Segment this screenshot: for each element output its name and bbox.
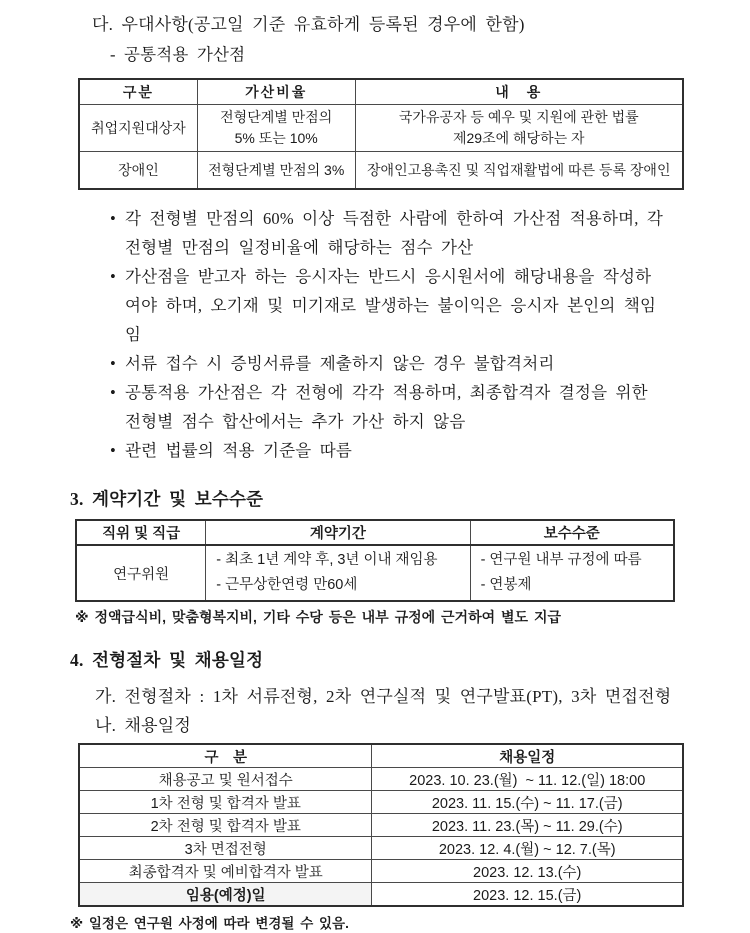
table-row bbox=[79, 105, 683, 152]
contract-header-position: 직위 및 직급 bbox=[76, 520, 206, 545]
schedule-dates-appointment: 2023. 12. 15.(금) bbox=[372, 883, 683, 907]
bullet-icon: • bbox=[110, 267, 116, 286]
schedule-stage-appointment: 임용(예정)일 bbox=[79, 883, 372, 907]
bonus-desc-lines bbox=[360, 107, 678, 149]
contract-period bbox=[206, 545, 470, 601]
table-row bbox=[76, 545, 674, 601]
bonus-desc-line-1: 국가유공자 등 예우 및 지원에 관한 법률 bbox=[398, 109, 639, 125]
table-row bbox=[79, 837, 683, 860]
contract-pay-line-2: - 연봉제 bbox=[480, 577, 532, 593]
bonus-ratio-line-1: 전형단계별 만점의 bbox=[220, 109, 333, 125]
table-row bbox=[79, 860, 683, 883]
schedule-dates-final: 2023. 12. 13.(수) bbox=[372, 860, 683, 883]
preferential-title: 다. 우대사항(공고일 기준 유효하게 등록된 경우에 한함) bbox=[92, 15, 525, 34]
bonus-category-employment-support: 취업지원대상자 bbox=[79, 105, 197, 152]
list-item bbox=[110, 349, 666, 378]
contract-period-line-2: - 근무상한연령 만60세 bbox=[216, 577, 358, 593]
schedule-stage-round3: 3차 면접전형 bbox=[79, 837, 372, 860]
bonus-ratio-employment-support bbox=[197, 105, 355, 152]
bullet-icon: • bbox=[110, 383, 116, 402]
schedule-stage-round1: 1차 전형 및 합격자 발표 bbox=[79, 791, 372, 814]
preferential-subtitle: - 공통적용 가산점 bbox=[110, 45, 246, 64]
schedule-stage-final: 최종합격자 및 예비합격자 발표 bbox=[79, 860, 372, 883]
bullet-text: 가산점을 받고자 하는 응시자는 반드시 응시원서에 해당내용을 작성하여야 하며, 오기재 및 미기재로 발생하는 불이익은 응시자 본인의 책임임 bbox=[125, 267, 657, 344]
table-row bbox=[79, 883, 683, 907]
list-item bbox=[110, 378, 666, 436]
contract-period-lines bbox=[210, 548, 465, 598]
list-item bbox=[110, 262, 666, 349]
schedule-header-stage: 구 분 bbox=[79, 744, 372, 768]
schedule-header-dates: 채용일정 bbox=[372, 744, 683, 768]
table-row bbox=[79, 152, 683, 190]
contract-position: 연구위원 bbox=[76, 545, 206, 601]
contract-header-period: 계약기간 bbox=[206, 520, 470, 545]
contract-period-line-1: - 최초 1년 계약 후, 3년 이내 재임용 bbox=[216, 552, 438, 568]
contract-pay-table bbox=[75, 519, 675, 602]
bonus-table-header-row bbox=[79, 79, 683, 105]
list-item bbox=[110, 204, 666, 262]
contract-header-pay: 보수수준 bbox=[470, 520, 674, 545]
schedule-stage-announcement: 채용공고 및 원서접수 bbox=[79, 768, 372, 791]
bonus-ratio-line-2: 5% 또는 10% bbox=[234, 130, 318, 146]
bullet-text: 관련 법률의 적용 기준을 따름 bbox=[125, 441, 352, 460]
bonus-header-ratio: 가산비율 bbox=[197, 79, 355, 105]
section-heading-process: 4. 전형절차 및 채용일정 bbox=[70, 650, 264, 670]
hiring-schedule-table bbox=[78, 743, 684, 907]
bonus-points-table bbox=[78, 78, 684, 190]
schedule-dates-announcement: 2023. 10. 23.(월) ~ 11. 12.(일) 18:00 bbox=[372, 768, 683, 791]
bullet-icon: • bbox=[110, 209, 116, 228]
bonus-desc-line-2: 제29조에 해당하는 자 bbox=[452, 130, 585, 146]
schedule-subheading: 나. 채용일정 bbox=[95, 716, 192, 735]
bonus-notes-list bbox=[110, 204, 666, 465]
bullet-text: 서류 접수 시 증빙서류를 제출하지 않은 경우 불합격처리 bbox=[125, 354, 555, 373]
table-row bbox=[79, 814, 683, 837]
bonus-category-disabled: 장애인 bbox=[79, 152, 197, 190]
list-item bbox=[110, 436, 666, 465]
bullet-icon: • bbox=[110, 354, 116, 373]
contract-pay-lines bbox=[475, 548, 669, 598]
schedule-dates-round3: 2023. 12. 4.(월) ~ 12. 7.(목) bbox=[372, 837, 683, 860]
schedule-note: ※ 일정은 연구원 사정에 따라 변경될 수 있음. bbox=[70, 916, 349, 931]
bonus-desc-disabled: 장애인고용촉진 및 직업재활법에 따른 등록 장애인 bbox=[355, 152, 683, 190]
table-row bbox=[79, 768, 683, 791]
table-row bbox=[79, 791, 683, 814]
bonus-ratio-disabled: 전형단계별 만점의 3% bbox=[197, 152, 355, 190]
section-heading-contract: 3. 계약기간 및 보수수준 bbox=[70, 489, 264, 509]
bonus-header-category: 구분 bbox=[79, 79, 197, 105]
schedule-dates-round2: 2023. 11. 23.(목) ~ 11. 29.(수) bbox=[372, 814, 683, 837]
contract-pay-line-1: - 연구원 내부 규정에 따름 bbox=[480, 552, 642, 568]
contract-note: ※ 정액급식비, 맞춤형복지비, 기타 수당 등은 내부 규정에 근거하여 별도 지급 bbox=[75, 609, 562, 625]
process-steps-line: 가. 전형절차 : 1차 서류전형, 2차 연구실적 및 연구발표(PT), 3차 면접전형 bbox=[95, 687, 672, 706]
schedule-stage-round2: 2차 전형 및 합격자 발표 bbox=[79, 814, 372, 837]
bullet-text: 각 전형별 만점의 60% 이상 득점한 사람에 한하여 가산점 적용하며, 각 전형별 만점의 일정비율에 해당하는 점수 가산 bbox=[125, 209, 664, 257]
bonus-header-description: 내 용 bbox=[355, 79, 683, 105]
schedule-dates-round1: 2023. 11. 15.(수) ~ 11. 17.(금) bbox=[372, 791, 683, 814]
document-page bbox=[0, 14, 750, 931]
contract-table-header-row bbox=[76, 520, 674, 545]
bullet-text: 공통적용 가산점은 각 전형에 각각 적용하며, 최종합격자 결정을 위한 전형별 점수 합산에서는 추가 가산 하지 않음 bbox=[125, 383, 648, 431]
bonus-desc-employment-support bbox=[355, 105, 683, 152]
contract-pay bbox=[470, 545, 674, 601]
bullet-icon: • bbox=[110, 441, 116, 460]
bonus-ratio-lines bbox=[202, 107, 351, 149]
schedule-table-header-row bbox=[79, 744, 683, 768]
